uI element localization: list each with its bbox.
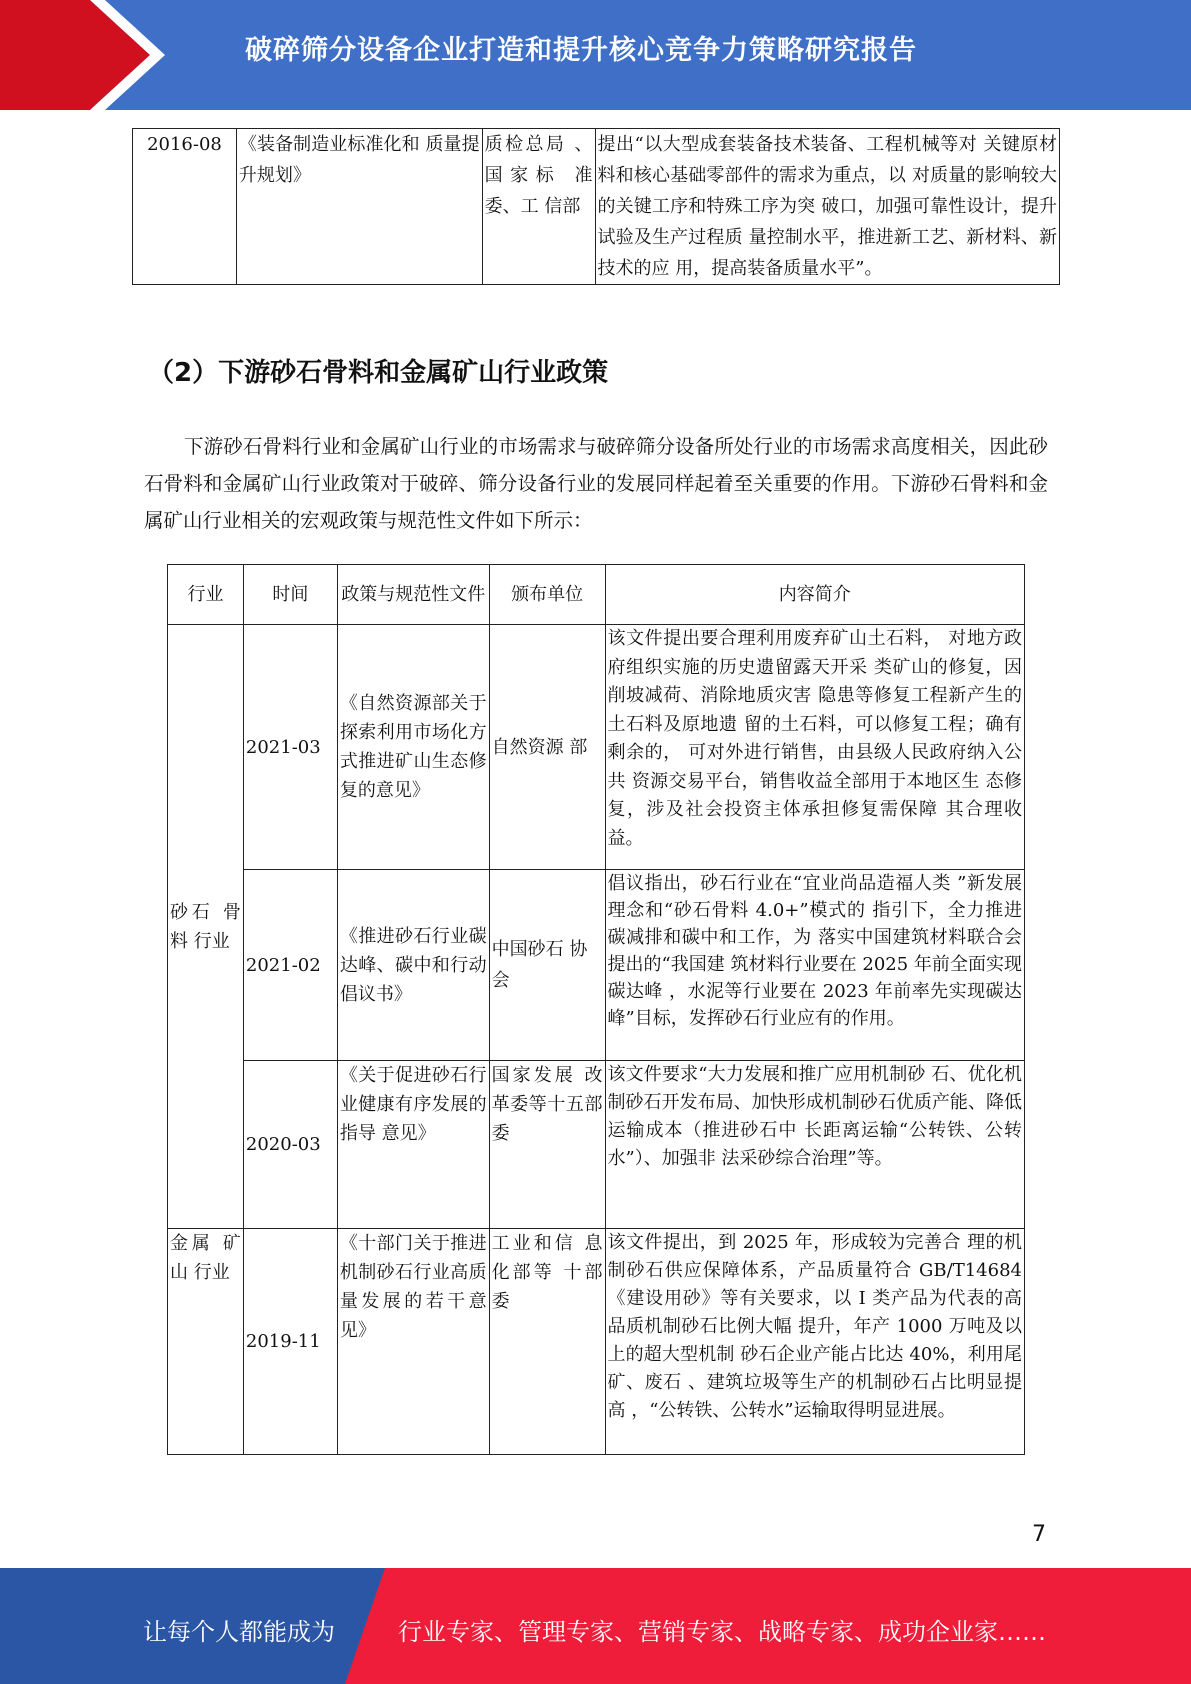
issuer-cell: 工业和信 息化部等 十部委: [489, 1229, 605, 1455]
content-cell: 该文件提出，到 2025 年，形成较为完善合 理的机制砂石供应保障体系，产品质量符合 GB/T14684《建设用砂》等有关要求，以 I 类产品为代表的高品质机制砂石比例大幅 提升，年产 1000 万吨及以上的超大型机制 砂石企业产能占比达 40%，利用尾矿、废石 、建筑垃圾等生产的机制砂石占比明显提高 ，“公转铁、公转水”运输取得明显进展。: [605, 1229, 1025, 1455]
policy-cell: 《十部门关于推进机制砂石行业高质量发展的若干意见》: [337, 1229, 489, 1455]
header-industry: 行业: [168, 565, 244, 625]
page-footer: [0, 1568, 1191, 1684]
policy-cell: 《装备制造业标准化和 质量提升规划》: [236, 129, 482, 285]
table-header-row: [168, 565, 1025, 625]
table-row: [168, 870, 1025, 1061]
issuer-cell: 中国砂石 协会: [489, 870, 605, 1061]
time-cell: 2020-03: [243, 1061, 337, 1229]
content-cell: 倡议指出，砂石行业在“宜业尚品造福人类 ”新发展理念和“砂石骨料 4.0+”模式的 指引下，全力推进碳减排和碳中和工作，为 落实中国建筑材料联合会提出的“我国建 筑材料行业要在 2025 年前全面实现碳达峰 ，水泥等行业要在 2023 年前率先实现碳达 峰”目标，发挥砂石行业应有的作用。: [605, 870, 1025, 1061]
paragraph-text: 下游砂石骨料行业和金属矿山行业的市场需求与破碎筛分设备所处行业的市场需求高度相关，因此砂石骨料和金属矿山行业政策对于破碎、筛分设备行业的发展同样起着至关重要的作用。下游砂石骨料和金属矿山行业相关的宏观政策与规范性文件如下所示：: [144, 435, 1048, 532]
policy-cell: 《自然资源部关于探索利用市场化方式推进矿山生态修复的意见》: [337, 625, 489, 870]
issuer-cell: 国家发展 改革委等十五部委: [489, 1061, 605, 1229]
footer-slogan-left: 让每个人都能成为: [143, 1618, 335, 1646]
page-header: [0, 0, 1191, 110]
industry-cell: 金属 矿山 行业: [168, 1229, 244, 1455]
header-content: 内容简介: [605, 565, 1025, 625]
footer-slogan-right: 行业专家、管理专家、营销专家、战略专家、成功企业家……: [398, 1618, 1046, 1646]
issuer-cell: 自然资源 部: [489, 625, 605, 870]
section-heading: （2）下游砂石骨料和金属矿山行业政策: [148, 358, 609, 388]
policy-table: [167, 564, 1025, 1455]
table-row: [168, 1061, 1025, 1229]
header-time: 时间: [243, 565, 337, 625]
time-cell: 2016-08: [133, 129, 237, 285]
policy-cell: 《推进砂石行业碳达峰、碳中和行动倡议书》: [337, 870, 489, 1061]
policy-cell: 《关于促进砂石行业健康有序发展的指导 意见》: [337, 1061, 489, 1229]
table-row: [133, 129, 1060, 285]
table-row: [168, 625, 1025, 870]
content-cell: 提出“以大型成套装备技术装备、工程机械等对 关键原材料和核心基础零部件的需求为重点，以 对质量的影响较大的关键工序和特殊工序为突 破口，加强可靠性设计，提升试验及生产过程质 量控制水平，推进新工艺、新材料、新技术的应 用，提高装备质量水平”。: [595, 129, 1059, 285]
header-issuer: 颁布单位: [489, 565, 605, 625]
header-policy: 政策与规范性文件: [337, 565, 489, 625]
time-cell: 2021-03: [243, 625, 337, 870]
issuer-cell: 质检总局 、国家标 准委、工 信部: [482, 129, 595, 285]
time-cell: 2021-02: [243, 870, 337, 1061]
content-cell: 该文件要求“大力发展和推广应用机制砂 石、优化机制砂石开发布局、加快形成机制砂石优质产能、降低运输成本（推进砂石中 长距离运输“公转铁、公转水”）、加强非 法采砂综合治理”等。: [605, 1061, 1025, 1229]
intro-paragraph: [144, 428, 1048, 539]
continuation-table: [132, 128, 1060, 285]
content-cell: 该文件提出要合理利用废弃矿山土石料， 对地方政府组织实施的历史遗留露天开采 类矿山的修复，因削坡减荷、消除地质灾害 隐患等修复工程新产生的土石料及原地遗 留的土石料，可以修复工程；确有剩余的， 可对外进行销售，由县级人民政府纳入公共 资源交易平台，销售收益全部用于本地区生 态修复，涉及社会投资主体承担修复需保障 其合理收益。: [605, 625, 1025, 870]
industry-cell: 砂石 骨料 行业: [168, 625, 244, 1229]
report-title: 破碎筛分设备企业打造和提升核心竞争力策略研究报告: [245, 35, 917, 66]
page-number: 7: [1032, 1522, 1046, 1547]
time-cell: 2019-11: [243, 1229, 337, 1455]
table-row: [168, 1229, 1025, 1455]
